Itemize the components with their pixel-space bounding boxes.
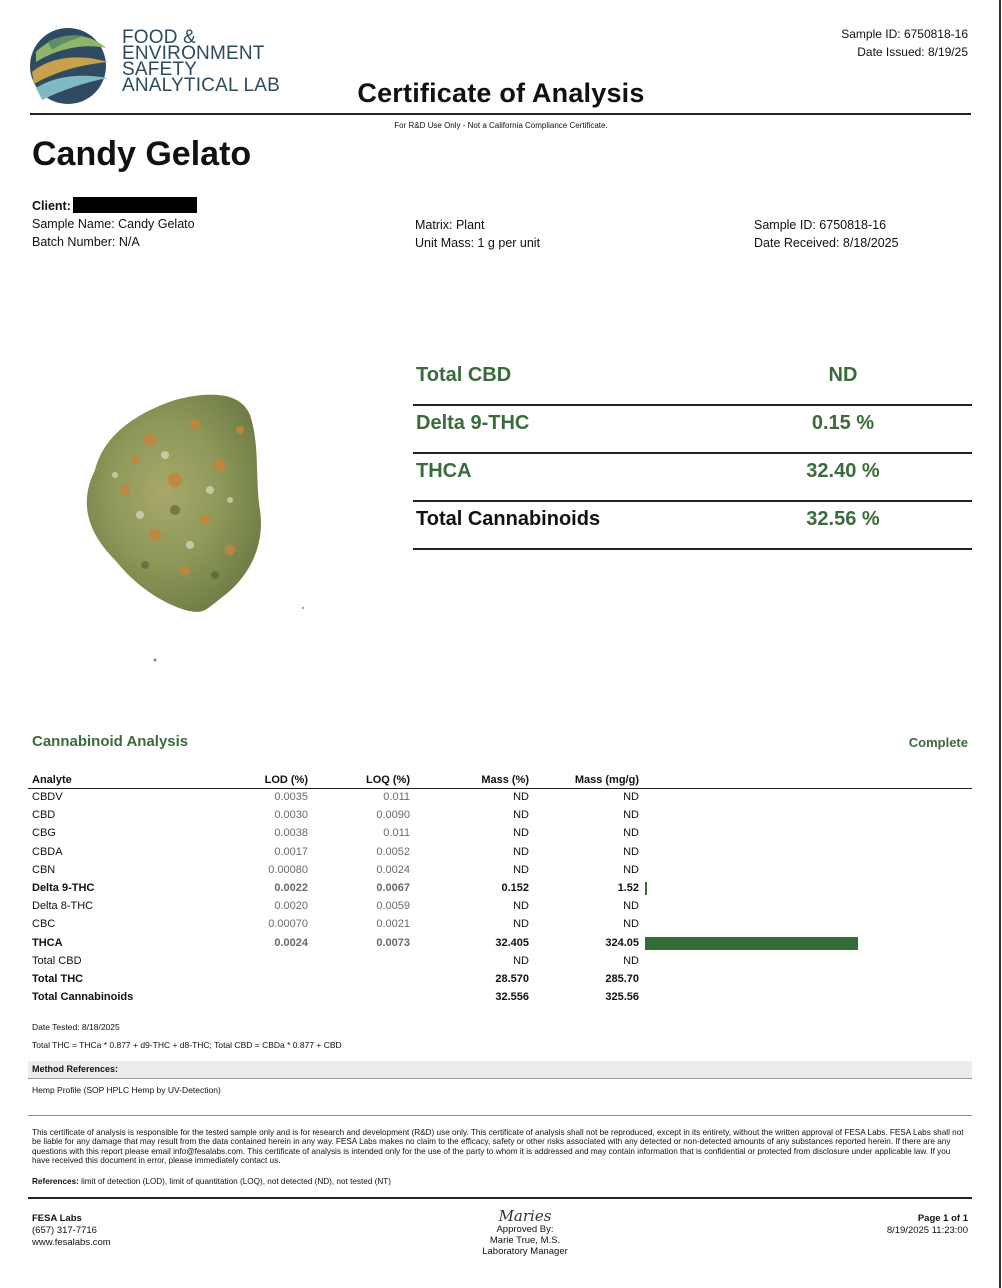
cannabinoid-table [28, 772, 972, 1007]
batch-number: Batch Number: N/A [32, 235, 140, 249]
summary-name: Total CBD [416, 364, 512, 386]
column-header: Mass (mg/g) [574, 774, 639, 786]
method-label: Method References: [32, 1064, 119, 1074]
analyte-name: CBC [32, 918, 56, 931]
logo-line: FOOD & [122, 27, 197, 48]
mass-bar [645, 937, 858, 950]
summary-name: THCA [416, 460, 472, 482]
mass-mg-per-g: ND [623, 954, 639, 967]
table-row [28, 789, 972, 807]
lab-name: FESA Labs [32, 1213, 82, 1224]
analyte-name: Delta 9-THC [32, 881, 95, 894]
report-timestamp: 8/19/2025 11:23:00 [886, 1225, 968, 1236]
lod-value: 0.0035 [274, 791, 308, 803]
total-formula: Total THC = THCa * 0.877 + d9-THC + d8-THC; Total CBD = CBDa * 0.877 + CBD [32, 1040, 342, 1050]
header-divider [30, 113, 971, 115]
loq-value: 0.0052 [376, 845, 410, 858]
table-row [28, 953, 972, 971]
table-row [28, 844, 972, 862]
lod-value: 0.0030 [274, 809, 308, 822]
mass-percent: ND [513, 845, 529, 858]
mass-percent: 0.152 [501, 881, 529, 894]
approved-by-label: Approved By: [496, 1224, 554, 1235]
mass-mg-per-g: ND [623, 791, 639, 803]
potency-summary [413, 358, 972, 550]
lab-phone: (657) 317-7716 [32, 1225, 97, 1236]
table-row [28, 935, 972, 953]
header-sample-id: Sample ID: 6750818-16 [841, 27, 968, 41]
product-name: Candy Gelato [32, 135, 252, 173]
summary-row [413, 358, 972, 406]
loq-value: 0.0090 [376, 809, 410, 822]
redacted-client [73, 197, 197, 213]
matrix: Matrix: Plant [415, 218, 485, 232]
mass-percent: ND [513, 863, 529, 876]
disclaimer: This certificate of analysis is responsible for the tested sample only and is for research and development (R&D) use only. This certificate of analysis shall not be reproduced, except in its entirety, without the written approval of FESA Labs. FESA Labs shall not be liable for any damage that may result from the data contained herein in any way. FESA Labs makes no claim to the efficacy, safety or other risks associated with any detected or non-detected amounts of any substances reported herein. If there are any questions with this report please email info@fesalabs.com. This certificate of analysis is intended only for the use of the party to whom it is addressed and may contain information that is confidential or protected from disclosure under applicable law. If you have received this document in error, please immediately contact us. [32, 1128, 964, 1166]
lod-value: 0.00070 [268, 918, 308, 931]
loq-value: 0.0021 [376, 918, 410, 931]
lod-value: 0.0022 [274, 881, 308, 894]
mass-percent: 32.405 [495, 936, 529, 949]
mass-percent: ND [513, 791, 529, 803]
table-row [28, 916, 972, 934]
lod-value: 0.0024 [274, 936, 308, 949]
section-title: Cannabinoid Analysis [32, 733, 189, 750]
mass-mg-per-g: 324.05 [605, 936, 639, 949]
mass-mg-per-g: 285.70 [605, 972, 639, 985]
analyte-name: THCA [32, 936, 63, 949]
compliance-note: For R&D Use Only - Not a California Compliance Certificate. [394, 121, 608, 130]
mass-mg-per-g: 325.56 [605, 991, 639, 1004]
references-label: References: [32, 1177, 79, 1186]
page-number: Page 1 of 1 [917, 1213, 968, 1224]
table-row [28, 862, 972, 880]
table-row [28, 880, 972, 898]
footer-divider [28, 1197, 972, 1199]
page-border [999, 0, 1001, 1288]
footer-lab-info [32, 1213, 111, 1249]
analyte-name: Delta 8-THC [32, 900, 94, 913]
analyte-name: Total THC [32, 972, 84, 985]
header-date-issued: Date Issued: 8/19/25 [857, 45, 968, 59]
column-header: LOQ (%) [366, 774, 410, 786]
summary-value: 32.56 % [806, 508, 880, 530]
summary-row [413, 454, 972, 502]
table-row [28, 807, 972, 825]
approver-title: Laboratory Manager [482, 1246, 568, 1257]
lod-value: 0.0020 [274, 900, 308, 913]
column-header: LOD (%) [264, 774, 308, 786]
analyte-name: CBD [32, 809, 56, 822]
summary-value: 0.15 % [811, 412, 875, 434]
method-text: Hemp Profile (SOP HPLC Hemp by UV-Detection) [32, 1085, 221, 1095]
mass-percent: 28.570 [495, 972, 529, 985]
unit-mass: Unit Mass: 1 g per unit [415, 236, 541, 250]
analyte-name: CBG [32, 827, 56, 840]
analyte-name: Total CBD [32, 954, 82, 967]
header-meta [841, 25, 968, 61]
summary-row [413, 502, 972, 550]
summary-row [413, 406, 972, 454]
sample-id: Sample ID: 6750818-16 [754, 218, 887, 232]
mass-percent: ND [513, 918, 529, 931]
column-header: Analyte [32, 774, 72, 786]
date-received: Date Received: 8/18/2025 [754, 236, 899, 250]
lod-value: 0.0038 [274, 827, 308, 840]
lod-value: 0.00080 [268, 863, 308, 876]
approver-name: Marie True, M.S. [489, 1235, 561, 1246]
mass-percent: ND [513, 900, 529, 913]
analyte-name: Total Cannabinoids [32, 991, 134, 1004]
sample-name: Sample Name: Candy Gelato [32, 217, 195, 231]
mass-percent: ND [513, 827, 529, 840]
summary-value: ND [828, 364, 858, 386]
mass-mg-per-g: ND [623, 845, 639, 858]
lab-website: www.fesalabs.com [32, 1237, 111, 1248]
references [32, 1177, 391, 1186]
loq-value: 0.0024 [376, 863, 410, 876]
logo-line: ANALYTICAL LAB [122, 75, 281, 96]
table-row [28, 971, 972, 989]
loq-value: 0.0067 [376, 881, 410, 894]
column-header: Mass (%) [481, 774, 529, 786]
signature: Maries [498, 1207, 552, 1225]
mass-mg-per-g: ND [623, 827, 639, 840]
logo-line: SAFETY [122, 59, 198, 80]
mass-mg-per-g: ND [623, 863, 639, 876]
mass-mg-per-g: ND [623, 809, 639, 822]
approval-block [400, 1208, 650, 1257]
analyte-name: CBN [32, 863, 56, 876]
mass-mg-per-g: ND [623, 918, 639, 931]
references-text: limit of detection (LOD), limit of quantitation (LOQ), not detected (ND), not tested (NT) [81, 1177, 392, 1186]
summary-name: Total Cannabinoids [416, 508, 601, 530]
date-tested: Date Tested: 8/18/2025 [32, 1022, 120, 1032]
loq-value: 0.011 [383, 791, 410, 803]
sample-photo [55, 370, 325, 690]
mass-bar [645, 882, 647, 895]
analyte-name: CBDV [32, 791, 63, 803]
mass-percent: ND [513, 954, 529, 967]
table-row [28, 989, 972, 1007]
table-row [28, 898, 972, 916]
certificate-title: Certificate of Analysis [357, 78, 645, 108]
divider [28, 1115, 972, 1116]
summary-name: Delta 9-THC [416, 412, 530, 434]
mass-percent: ND [513, 809, 529, 822]
sample-info-left [32, 197, 197, 251]
client-label: Client: [32, 199, 71, 213]
loq-value: 0.0073 [376, 936, 410, 949]
lod-value: 0.0017 [274, 845, 308, 858]
table-body [28, 789, 972, 1007]
mass-mg-per-g: 1.52 [617, 881, 639, 894]
logo-line: ENVIRONMENT [122, 43, 265, 64]
table-row [28, 825, 972, 843]
sample-info-right [754, 216, 899, 252]
loq-value: 0.011 [383, 827, 410, 840]
analysis-status: Complete [908, 735, 968, 750]
mass-mg-per-g: ND [623, 900, 639, 913]
sample-info-middle [415, 216, 540, 252]
table-header [28, 772, 972, 789]
footer-page-info [887, 1213, 968, 1237]
method-header-bar [28, 1061, 972, 1079]
loq-value: 0.0059 [376, 900, 410, 913]
analyte-name: CBDA [32, 845, 63, 858]
summary-value: 32.40 % [806, 460, 880, 482]
mass-percent: 32.556 [495, 991, 529, 1004]
